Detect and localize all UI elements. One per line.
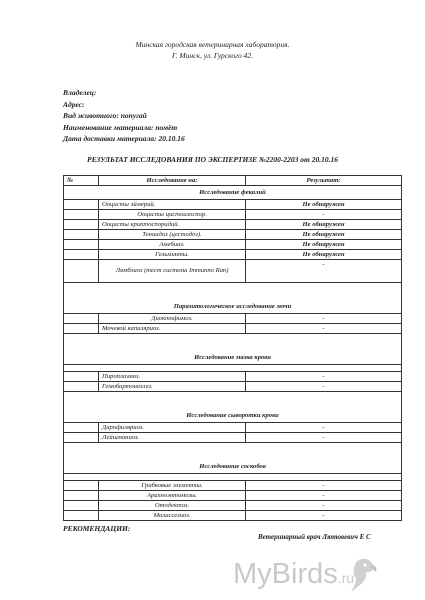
table-row: Мочевой капиляриоз. -: [64, 324, 402, 334]
table-row: Пироплазмоз. -: [64, 372, 402, 382]
owner-field: Владелец:: [63, 88, 97, 97]
table-row: Лямблиоз (тест система Immunno Run) -: [64, 260, 402, 283]
col-test-header: Исследование на:: [99, 176, 246, 186]
recommendations-label: РЕКОМЕНДАЦИИ:: [63, 524, 131, 533]
table-row: Гемобартонеллез. -: [64, 382, 402, 392]
table-row: Малассезиоз. -: [64, 511, 402, 521]
lab-address: Г. Минск, ул. Гурского 42.: [171, 51, 254, 60]
animal-field: Вид животного: попугай: [63, 111, 147, 120]
col-result-header: Результат:: [246, 176, 402, 186]
table-row: Арахноэнтомозы. -: [64, 491, 402, 501]
table-row: Ооцисты криптоспоридий. Не обнаружен: [64, 220, 402, 230]
table-row: Отодектоз. -: [64, 501, 402, 511]
parrot-logo-icon: [343, 557, 387, 593]
delivery-date-field: Дата доставки материала: 20.10.16: [63, 134, 185, 143]
section-heading: Исследование мазка крови: [64, 351, 402, 365]
results-table: [63, 175, 402, 521]
table-row: Грибковые элементы. -: [64, 481, 402, 491]
section-heading: Исследование сыворотки крови: [64, 409, 402, 423]
section-heading: Исследование соскобов: [64, 460, 402, 474]
site-watermark: MyBirds.ru: [233, 558, 355, 590]
section-heading: Паразитологическое исследование мочи: [64, 300, 402, 314]
material-field: Наименование материала: помёт: [63, 122, 178, 132]
table-row: Тениидоз (цестодоз). Не обнаружен: [64, 230, 402, 240]
table-header-row: [64, 176, 402, 186]
col-number-header: №: [64, 176, 99, 186]
doctor-signature: Ветеринарный врач Лютовевич Е С: [258, 533, 371, 541]
table-row: Дирофиляриоз. -: [64, 423, 402, 433]
table-row: Амебиаз. Не обнаружен: [64, 240, 402, 250]
table-row: Лейшманиоз. -: [64, 433, 402, 443]
result-title: РЕЗУЛЬТАТ ИССЛЕДОВАНИЯ ПО ЭКСПЕРТИЗЕ №2200-2203 от 20.10.16: [87, 155, 338, 164]
table-row: Ооцисты эймерий. Не обнаружен: [64, 200, 402, 210]
lab-name: Минская городская ветеринарная лаборатория.: [135, 40, 290, 49]
section-heading: Исследование фекалий: [64, 186, 402, 200]
table-row: Гельминты. Не обнаружен: [64, 250, 402, 260]
table-row: Диоктофимоз. -: [64, 314, 402, 324]
table-row: Ооцисты цистоизоспор. -: [64, 210, 402, 220]
address-field: Адрес:: [63, 99, 85, 109]
